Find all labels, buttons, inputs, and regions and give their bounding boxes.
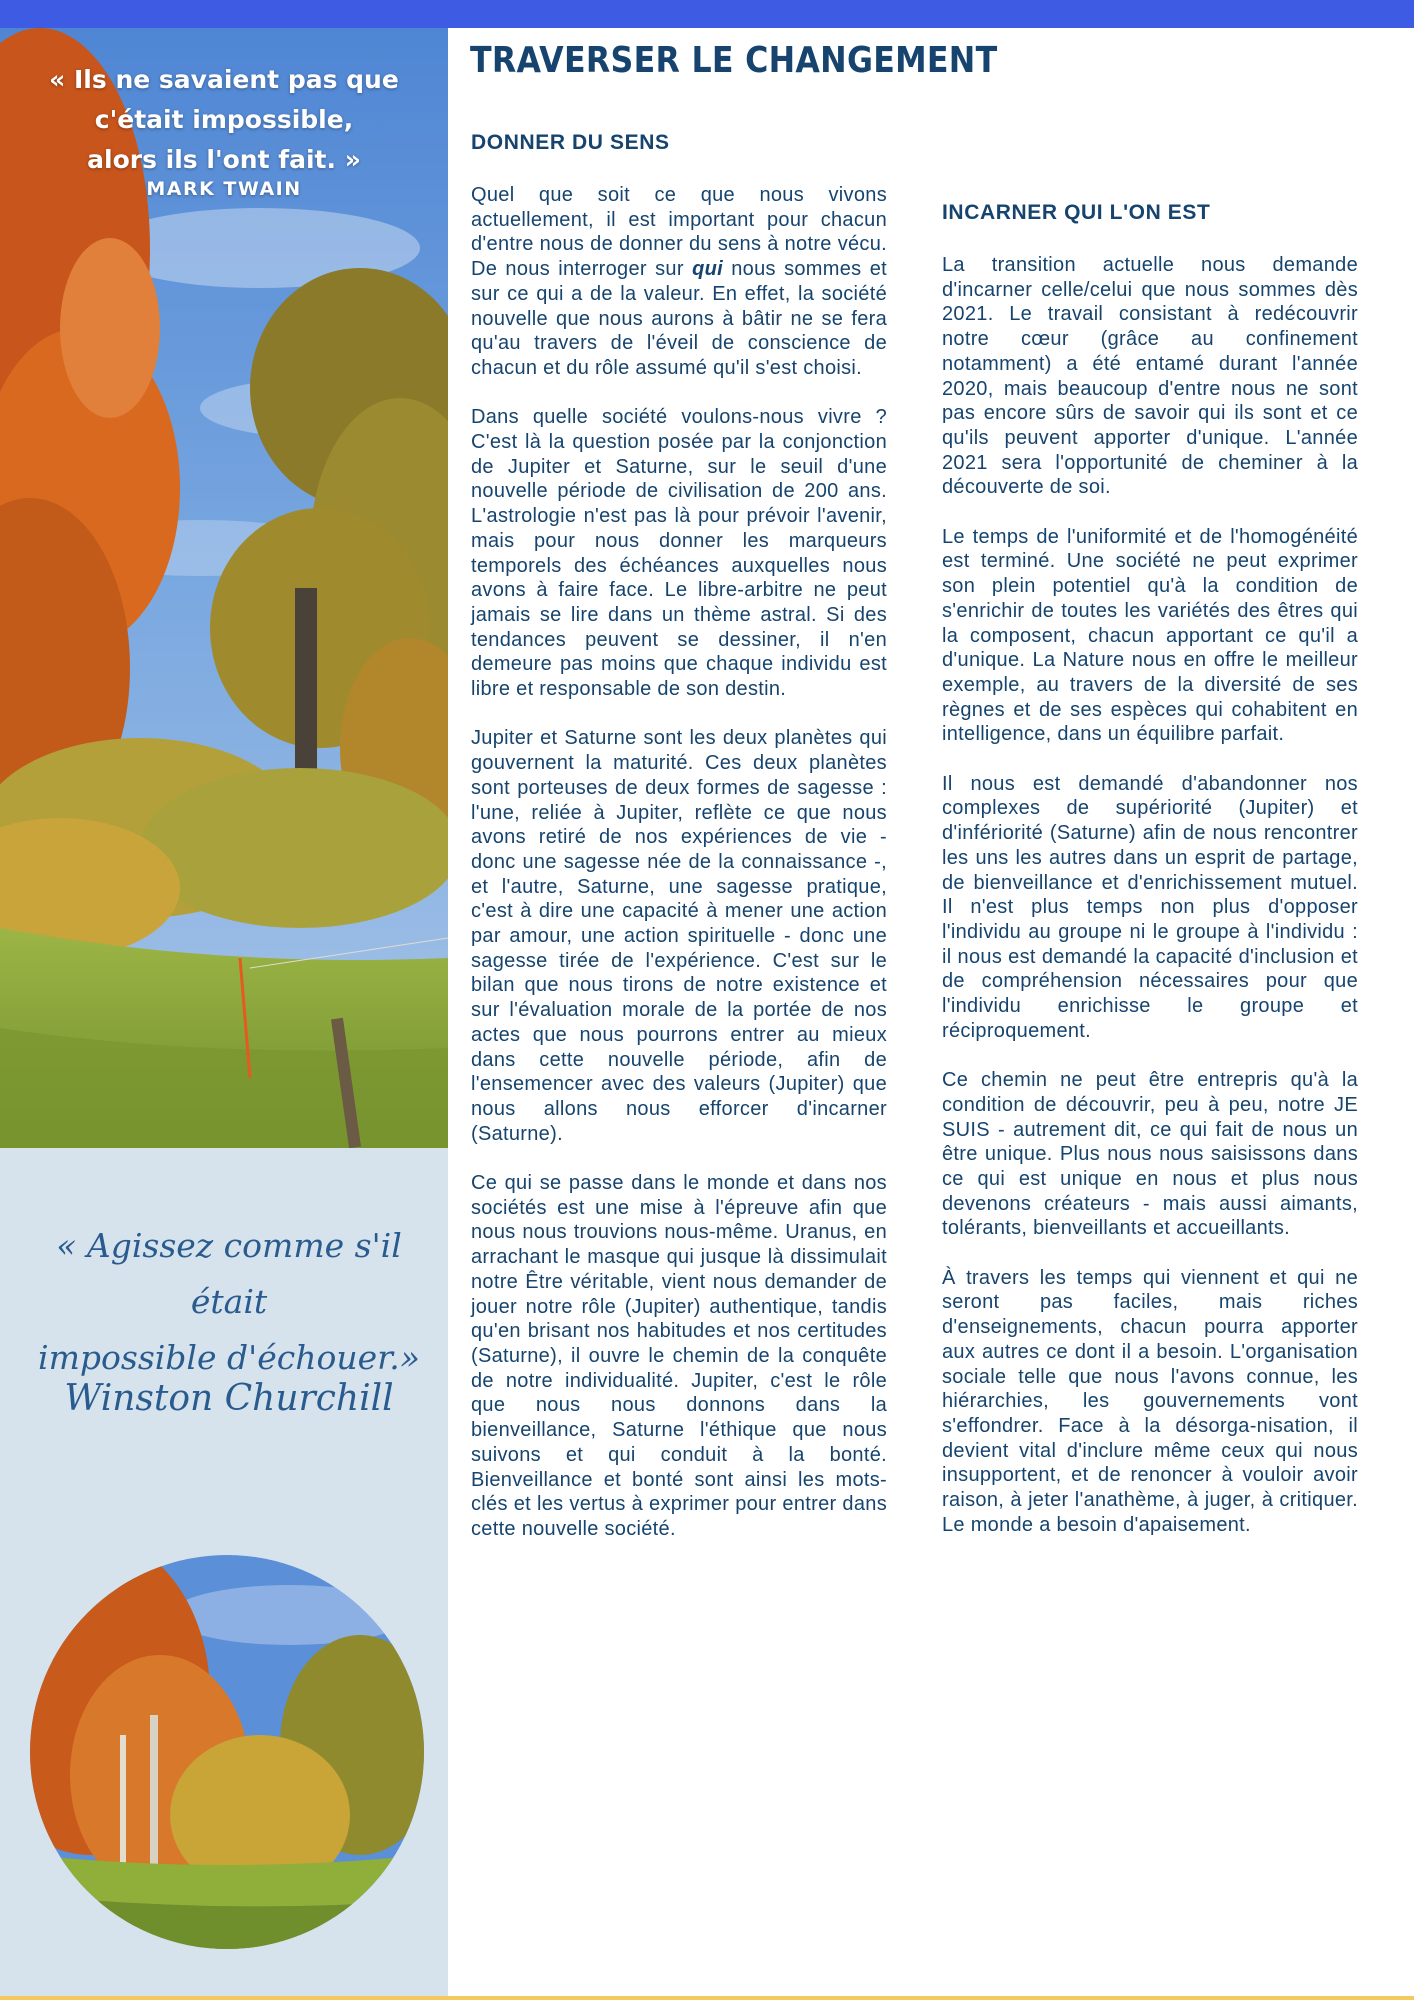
section-heading-incarner: INCARNER QUI L'ON EST <box>942 201 1211 224</box>
bottom-accent-line <box>0 1996 1414 2000</box>
twain-quote-line: alors ils l'ont fait. » <box>87 145 361 174</box>
article-column-right <box>942 253 1358 1538</box>
twain-author: MARK TWAIN <box>146 178 302 200</box>
paragraph: À travers les temps qui viennent et qui ne seront pas faciles, mais riches d'enseignements, chacun pourra apporter aux autres ce dont il a besoin. L'organisation sociale telle que nous l'avons connue, les hiérarchies, les gouvernements vont s'effondrer. Face à la désorga-nisation, il devient vital d'inclure même ceux qui nous insupportent, et de renoncer à vouloir avoir raison, à jeter l'anathème, à juger, à critiquer. Le monde a besoin d'apaisement. <box>942 1266 1358 1536</box>
twain-quote-line: c'était impossible, <box>94 105 354 134</box>
paragraph: La transition actuelle nous demande d'incarner celle/celui que nous sommes dès 2021. Le travail consistant à redécouvrir notre cœur (grâce au confinement notamment) a été entamé durant l'année 2020, mais beaucoup d'entre nous ne sont pas encore sûrs de savoir qui ils sont et ce qu'ils peuvent apporter d'unique. L'année 2021 sera l'opportunité de cheminer à la découverte de soi. <box>942 254 1358 499</box>
paragraph: Il nous est demandé d'abandonner nos complexes de supériorité (Jupiter) et d'infériorité (Saturne) afin de nous rencontrer les uns les autres dans un esprit de partage, de bienveillance et d'enrichissement mutuel. Il n'est plus temps non plus d'opposer l'individu au groupe ni le groupe à l'individu : il nous est demandé la capacité d'inclusion et de compréhension nécessaires pour que l'individu enrichisse le groupe et réciproquement. <box>942 772 1358 1042</box>
churchill-quote-line: « Agissez comme s'il était <box>56 1226 402 1321</box>
churchill-author: Winston Churchill <box>64 1378 394 1419</box>
article-column-left <box>471 183 887 1542</box>
twain-quote-line: « Ils ne savaient pas que <box>49 65 399 94</box>
churchill-quote-line: impossible d'échouer.» <box>38 1338 420 1377</box>
twain-quote <box>0 60 448 180</box>
top-accent-bar <box>0 0 1414 28</box>
paragraph: Dans quelle société voulons-nous vivre ? C'est là la question posée par la conjonction de Jupiter et Saturne, sur le seuil d'une nouvelle période de civilisation de 200 ans. L'astrologie n'est pas là pour prévoir l'avenir, mais pour nous donner les marqueurs temporels des échéances auxquelles nous avons à faire face. Le libre-arbitre ne peut jamais se lire dans un thème astral. Si des tendances peuvent se dessiner, il n'en demeure pas moins que chaque individu est libre et responsable de son destin. <box>471 406 887 701</box>
left-panel <box>0 28 448 1996</box>
paragraph: Ce chemin ne peut être entrepris qu'à la condition de découvrir, peu à peu, notre JE SUIS - autrement dit, ce qui fait de nous un être unique. Plus nous nous saisissons dans ce qui est unique en nous et plus nous devenons créateurs - mais aussi aimants, tolérants, bienveillants et accueillants. <box>942 1069 1358 1240</box>
paragraph-text: nous sommes et sur ce qui a de la valeur. En effet, la société nouvelle que nous aurons à bâtir ne se fera qu'au travers de l'éveil de conscience de chacun et du rôle assumé qu'il s'est choisi. <box>471 258 887 379</box>
emphasis-word: qui <box>692 258 723 281</box>
section-heading-donner-du-sens: DONNER DU SENS <box>471 131 670 154</box>
page-title: TRAVERSER LE CHANGEMENT <box>470 40 998 81</box>
paragraph: Le temps de l'uniformité et de l'homogénéité est terminé. Une société ne peut exprimer son plein potentiel qu'à la condition de s'enrichir de toutes les variétés des êtres qui la composent, chacun apportant ce qu'il a d'unique. La Nature nous en offre le meilleur exemple, au travers de la diversité de ses règnes et de ses espèces qui cohabitent en intelligence, dans un équilibre parfait. <box>942 525 1358 746</box>
paragraph: Jupiter et Saturne sont les deux planètes qui gouvernent la maturité. Ces deux planètes sont porteuses de deux formes de sagesse : l'une, reliée à Jupiter, reflète ce que nous avons retiré de nos expériences de vie - donc une sagesse née de la connaissance -, et l'autre, Saturne, une sagesse pratique, c'est à dire une capacité à mener une action par amour, une action spirituelle - donc une sagesse tirée de l'expérience. C'est sur le bilan que nous tirons de notre existence et sur l'évaluation morale de la portée de nos actes que nous pourrons entrer au mieux dans cette nouvelle période, afin de l'ensemencer avec des valeurs (Jupiter) que nous allons nous efforcer d'incarner (Saturne). <box>471 727 887 1145</box>
paragraph: Ce qui se passe dans le monde et dans nos sociétés est une mise à l'épreuve afin que nous nous trouvions nous-même. Uranus, en arrachant le masque qui jusque là dissimulait notre Être véritable, vient nous demander de jouer notre rôle (Jupiter) authentique, tandis qu'en brisant nos habitudes et nos certitudes (Saturne), il ouvre le chemin de la conquête de notre individualité. Jupiter, c'est le rôle que nous nous donnons dans la bienveillance, Saturne l'éthique que nous suivons et qui conduit à la bonté. Bienveillance et bonté sont ainsi les mots-clés et les vertus à exprimer pour entrer dans cette nouvelle société. <box>471 1172 887 1540</box>
paragraph-text: Quel que soit ce que nous vivons actuellement, il est important pour chacun d'entre nous de donner du sens à notre vécu. De nous interroger sur <box>471 184 887 281</box>
churchill-quote <box>20 1218 438 1386</box>
paragraph <box>471 183 887 381</box>
circular-autumn-photo <box>30 1555 424 1949</box>
